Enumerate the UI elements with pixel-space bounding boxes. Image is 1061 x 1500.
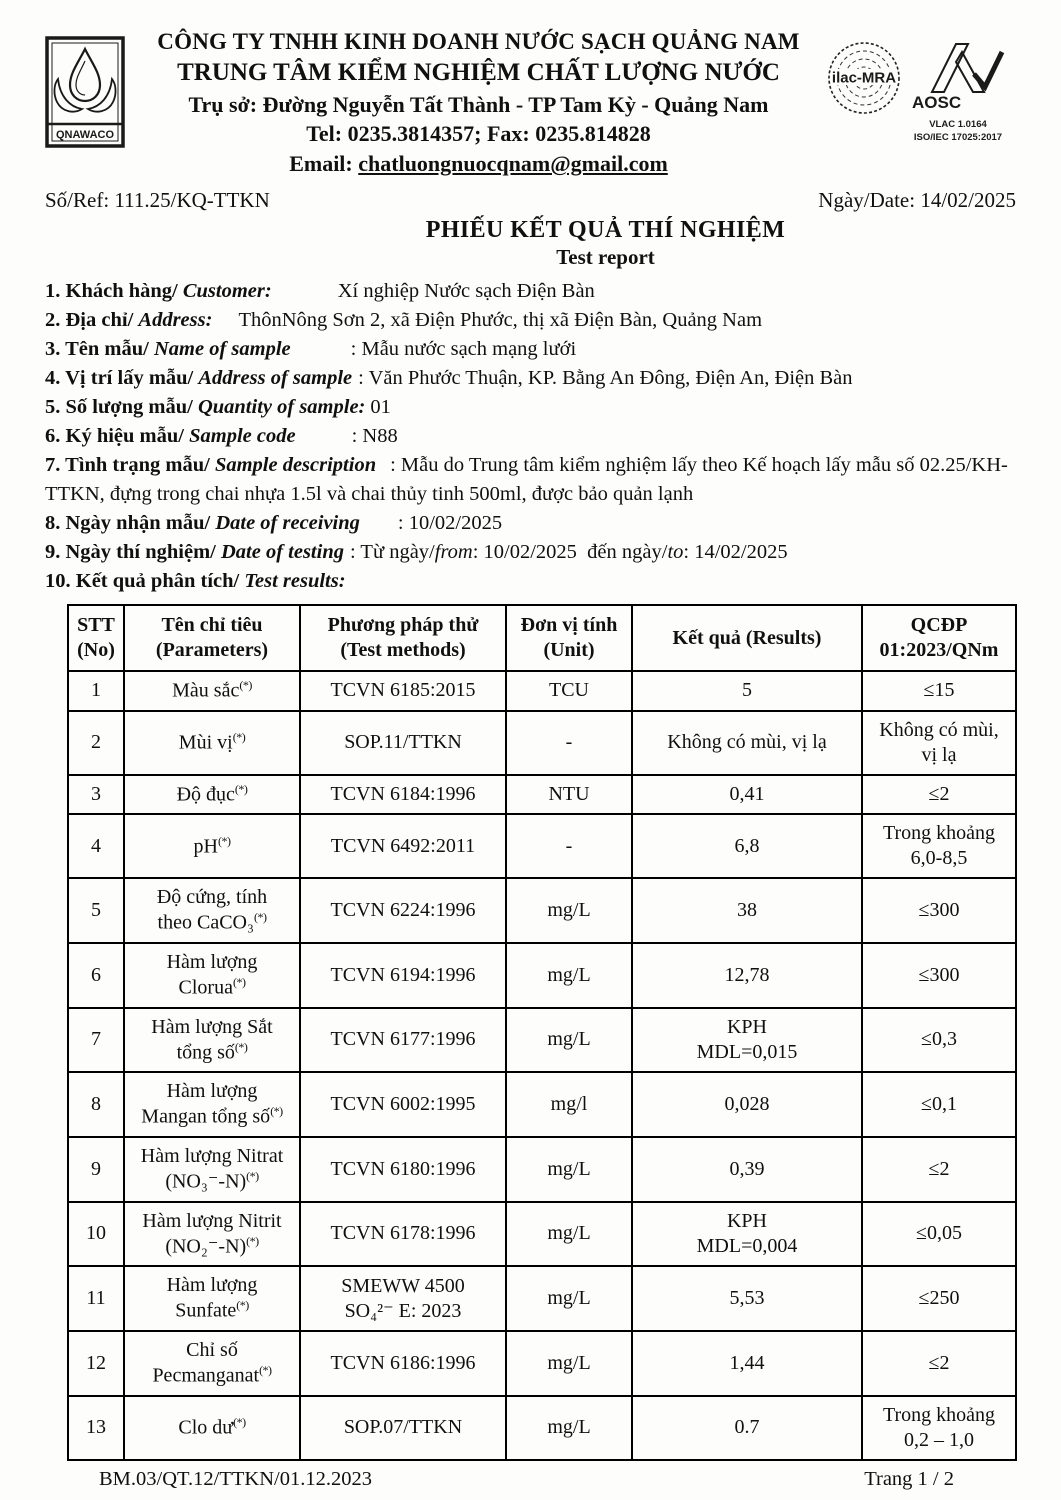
cell-name: Hàm lượng Sunfate(*): [124, 1266, 300, 1331]
cell-limit: Trong khoảng 6,0-8,5: [862, 814, 1016, 878]
page-number: Trang 1 / 2: [864, 1467, 954, 1490]
cell-limit: ≤250: [862, 1266, 1016, 1331]
cell-unit: mg/L: [506, 1137, 632, 1202]
info-item-customer: [45, 277, 1016, 306]
info-item-sample-address: [45, 364, 1016, 393]
cell-no: 7: [68, 1008, 124, 1073]
table-row-1: [68, 671, 1016, 711]
cell-limit: ≤300: [862, 943, 1016, 1008]
table-row-12: [68, 1331, 1016, 1396]
cell-limit: ≤0,3: [862, 1008, 1016, 1073]
reference-line: [45, 188, 1016, 213]
info-label-vi: 9. Ngày thí nghiệm/: [45, 541, 221, 564]
results-table: [67, 604, 1017, 1461]
table-row-13: [68, 1396, 1016, 1460]
info-label-vi: 3. Tên mẫu/: [45, 338, 154, 361]
cell-result: Không có mùi, vị lạ: [632, 711, 862, 775]
cell-limit: ≤15: [862, 671, 1016, 711]
info-label-vi: 1. Khách hàng/: [45, 280, 183, 303]
info-value-quantity: 01: [370, 396, 391, 419]
water-drop-hands-icon: [45, 36, 125, 148]
cell-result: 0,39: [632, 1137, 862, 1202]
info-label-vi: 2. Địa chỉ/: [45, 309, 139, 332]
cell-name: Hàm lượng Clorua(*): [124, 943, 300, 1008]
info-label-en: Date of receiving: [215, 512, 360, 535]
cell-name: Độ đục(*): [124, 775, 300, 815]
cell-unit: -: [506, 711, 632, 775]
ilac-mra-text: ilac-MRA: [831, 69, 897, 87]
table-header-cell-2: Phương pháp thử (Test methods): [300, 605, 506, 671]
cell-unit: mg/L: [506, 1266, 632, 1331]
info-item-sample-code: [45, 422, 1016, 451]
email-address: chatluongnuocqnam@gmail.com: [358, 151, 668, 177]
info-label-en: Quantity of sample:: [197, 396, 366, 419]
email-label: Email:: [289, 151, 353, 177]
info-label-en: Name of sample: [153, 338, 291, 361]
info-item-address: [45, 306, 1016, 335]
form-code: BM.03/QT.12/TTKN/01.12.2023: [99, 1467, 372, 1490]
cert-iso-number: ISO/IEC 17025:2017: [913, 131, 1003, 143]
cell-result: 38: [632, 878, 862, 943]
cell-limit: ≤2: [862, 775, 1016, 815]
cell-name: Hàm lượng Mangan tổng số(*): [124, 1072, 300, 1137]
email-line: [135, 151, 822, 178]
cell-name: Clo dư(*): [124, 1396, 300, 1460]
info-value-customer: Xí nghiệp Nước sạch Điện Bàn: [337, 280, 595, 303]
info-label-vi: 6. Ký hiệu mẫu/: [45, 425, 190, 448]
info-label-vi: 8. Ngày nhận mẫu/: [45, 512, 216, 535]
cell-unit: mg/L: [506, 878, 632, 943]
info-value-date-receiving: : 10/02/2025: [397, 512, 503, 535]
cell-no: 5: [68, 878, 124, 943]
cell-no: 4: [68, 814, 124, 878]
cell-method: TCVN 6180:1996: [300, 1137, 506, 1202]
logo-text: QNAWACO: [55, 129, 115, 141]
info-label-vi: 5. Số lượng mẫu/: [45, 396, 198, 419]
cell-result: KPH MDL=0,015: [632, 1008, 862, 1073]
info-label-en: Test results:: [244, 570, 346, 593]
cell-method: TCVN 6185:2015: [300, 671, 506, 711]
cell-name: Mùi vị(*): [124, 711, 300, 775]
organization-block: [135, 28, 826, 178]
document-ref: Số/Ref: 111.25/KQ-TTKN: [45, 188, 270, 213]
cell-no: 6: [68, 943, 124, 1008]
info-item-date-testing: [45, 538, 1016, 567]
cell-no: 9: [68, 1137, 124, 1202]
table-row-8: [68, 1072, 1016, 1137]
table-row-3: [68, 775, 1016, 815]
cell-unit: -: [506, 814, 632, 878]
cell-method: TCVN 6224:1996: [300, 878, 506, 943]
cell-no: 2: [68, 711, 124, 775]
cell-result: 0,028: [632, 1072, 862, 1137]
info-label-en: Customer:: [182, 280, 272, 303]
cell-result: KPH MDL=0,004: [632, 1202, 862, 1267]
info-label-en: Address of sample: [198, 367, 353, 390]
sample-info-list: [45, 277, 1016, 596]
cell-method: SOP.07/TTKN: [300, 1396, 506, 1460]
letterhead: [45, 28, 1016, 178]
page-subtitle: Test report: [556, 245, 655, 270]
cell-method: TCVN 6492:2011: [300, 814, 506, 878]
info-label-en: Sample description: [214, 454, 377, 477]
cell-limit: ≤300: [862, 878, 1016, 943]
document-footer: [45, 1468, 1016, 1491]
cell-unit: mg/L: [506, 1396, 632, 1460]
table-header-cell-0: STT (No): [68, 605, 124, 671]
cell-unit: mg/L: [506, 1331, 632, 1396]
info-value-sample-address: : Văn Phước Thuận, KP. Bằng An Đông, Điện An, Điện Bàn: [358, 367, 853, 390]
cell-result: 5: [632, 671, 862, 711]
cell-result: 12,78: [632, 943, 862, 1008]
cell-result: 0,41: [632, 775, 862, 815]
cell-name: Hàm lượng Sắt tổng số(*): [124, 1008, 300, 1073]
info-label-vi: 10. Kết quả phân tích/: [45, 570, 245, 593]
qnawaco-logo: [45, 28, 135, 153]
cell-name: Màu sắc(*): [124, 671, 300, 711]
cell-no: 13: [68, 1396, 124, 1460]
cell-result: 6,8: [632, 814, 862, 878]
table-row-4: [68, 814, 1016, 878]
cell-no: 3: [68, 775, 124, 815]
cell-method: SOP.11/TTKN: [300, 711, 506, 775]
cell-limit: Trong khoảng 0,2 – 1,0: [862, 1396, 1016, 1460]
table-header-row: [68, 605, 1016, 671]
cell-limit: ≤2: [862, 1331, 1016, 1396]
aosc-text: AOSC: [912, 93, 962, 112]
tel-fax-line: Tel: 0235.3814357; Fax: 0235.814828: [306, 121, 651, 147]
cell-method: SMEWW 4500 SO₄²⁻ E: 2023: [300, 1266, 506, 1331]
cell-limit: ≤2: [862, 1137, 1016, 1202]
cert-vlac-number: VLAC 1.0164: [929, 119, 987, 130]
info-value-address: ThônNông Sơn 2, xã Điện Phước, thị xã Điện Bàn, Quảng Nam: [238, 309, 763, 332]
cell-no: 8: [68, 1072, 124, 1137]
cell-name: Độ cứng, tính theo CaCO₃(*): [124, 878, 300, 943]
table-header-cell-4: Kết quả (Results): [632, 605, 862, 671]
center-name: TRUNG TÂM KIỂM NGHIỆM CHẤT LƯỢNG NƯỚC: [177, 59, 780, 87]
table-row-9: [68, 1137, 1016, 1202]
cell-unit: NTU: [506, 775, 632, 815]
table-header-cell-5: QCĐP 01:2023/QNm: [862, 605, 1016, 671]
cell-result: 0.7: [632, 1396, 862, 1460]
accreditation-stamps: [826, 28, 1016, 145]
info-item-sample-name: [45, 335, 1016, 364]
cell-no: 11: [68, 1266, 124, 1331]
info-value-sample-name: : Mẫu nước sạch mạng lưới: [350, 338, 577, 361]
office-address: Trụ sở: Đường Nguyễn Tất Thành - TP Tam Kỳ - Quảng Nam: [188, 91, 769, 117]
cell-result: 5,53: [632, 1266, 862, 1331]
cell-method: TCVN 6178:1996: [300, 1202, 506, 1267]
info-label-vi: 7. Tình trạng mẫu/: [45, 454, 215, 477]
info-item-date-receiving: [45, 509, 1016, 538]
cell-name: Hàm lượng Nitrit (NO₂⁻-N)(*): [124, 1202, 300, 1267]
cell-name: Hàm lượng Nitrat (NO₃⁻-N)(*): [124, 1137, 300, 1202]
cell-no: 1: [68, 671, 124, 711]
info-item-description: [45, 451, 1016, 509]
cell-method: TCVN 6177:1996: [300, 1008, 506, 1073]
cell-limit: Không có mùi, vị lạ: [862, 711, 1016, 775]
table-header-cell-1: Tên chỉ tiêu (Parameters): [124, 605, 300, 671]
table-row-7: [68, 1008, 1016, 1073]
company-name: CÔNG TY TNHH KINH DOANH NƯỚC SẠCH QUẢNG NAM: [157, 29, 800, 54]
cell-no: 12: [68, 1331, 124, 1396]
table-header-cell-3: Đơn vị tính (Unit): [506, 605, 632, 671]
info-label-en: Sample code: [189, 425, 296, 448]
info-item-results: [45, 567, 1016, 596]
info-value-description: : Mẫu do Trung tâm kiểm nghiệm lấy theo Kế hoạch lấy mẫu số 02.25/KH-TTKN, đựng trong chai nhựa 1.5l và chai thủy tinh 500ml, được bảo quản lạnh: [45, 454, 1008, 506]
cell-method: TCVN 6186:1996: [300, 1331, 506, 1396]
cell-limit: ≤0,05: [862, 1202, 1016, 1267]
cell-unit: mg/L: [506, 943, 632, 1008]
page-title: PHIẾU KẾT QUẢ THÍ NGHIỆM: [425, 217, 786, 244]
table-row-11: [68, 1266, 1016, 1331]
info-value-sample-code: : N88: [351, 425, 398, 448]
cell-method: TCVN 6194:1996: [300, 943, 506, 1008]
cell-method: TCVN 6184:1996: [300, 775, 506, 815]
cell-name: Chỉ số Pecmanganat(*): [124, 1331, 300, 1396]
document-date: Ngày/Date: 14/02/2025: [818, 188, 1016, 213]
cell-unit: mg/L: [506, 1202, 632, 1267]
info-label-en: Date of testing: [220, 541, 344, 564]
cell-unit: TCU: [506, 671, 632, 711]
cell-unit: mg/L: [506, 1008, 632, 1073]
info-label-vi: 4. Vị trí lấy mẫu/: [45, 367, 199, 390]
table-row-5: [68, 878, 1016, 943]
table-row-6: [68, 943, 1016, 1008]
info-label-en: Address:: [138, 309, 213, 332]
cell-limit: ≤0,1: [862, 1072, 1016, 1137]
cell-method: TCVN 6002:1995: [300, 1072, 506, 1137]
table-row-10: [68, 1202, 1016, 1267]
info-value-date-testing: : Từ ngày/from: 10/02/2025 đến ngày/to: 14/02/2025: [349, 541, 788, 564]
cell-no: 10: [68, 1202, 124, 1267]
cell-name: pH(*): [124, 814, 300, 878]
cell-result: 1,44: [632, 1331, 862, 1396]
table-row-2: [68, 711, 1016, 775]
cell-unit: mg/l: [506, 1072, 632, 1137]
aosc-stamp-icon: [910, 40, 1006, 114]
info-item-quantity: [45, 393, 1016, 422]
ilac-mra-stamp-icon: [826, 40, 902, 116]
aosc-stamp: [910, 40, 1006, 145]
